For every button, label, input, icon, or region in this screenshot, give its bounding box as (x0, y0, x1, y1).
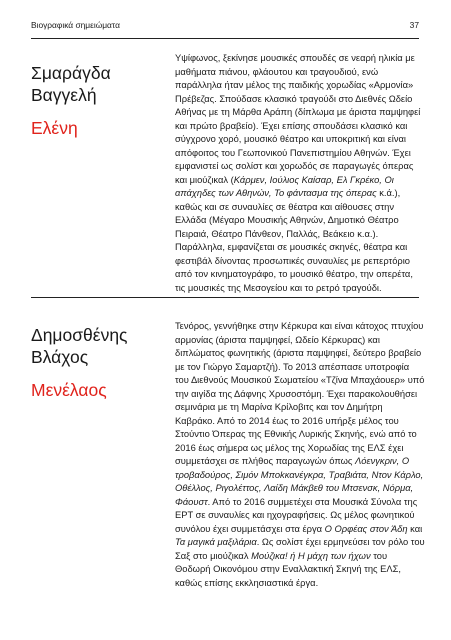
bio-text-run: κ.ά.), καθώς και σε συναυλίες σε θέατρα και αίθουσες στην Ελλάδα (Μέγαρο Μουσικής Αθηνών, Δημοτικό Θέατρο Πειραιά, Θέατρο Πάνθεον, Παλλάς, Βεάκειο κ.α.). Παράλληλα, εμφανίζεται σε μουσικές σκηνές, θέατρα και φεστιβάλ δίνοντας προσωπικές συναυλίες με ρεπερτόριο από τον κινηματογράφο, το μουσικό θέατρο, την οπερέτα, τις μουσικές της Μεσογείου και το ρετρό τραγούδι. (175, 188, 413, 293)
bio-text-run: Υψίφωνος, ξεκίνησε μουσικές σπουδές σε νεαρή ηλικία με μαθήματα πιάνου, φλάουτου και τραγουδιού, ενώ παράλληλα ήταν μέλος της παιδικής χορωδίας «Αρμονία» Πρέβεζας. Σπούδασε κλασικό τραγούδι στο Διεθνές Ωδείο Αθήνας με τη Μάρθα Αράπη (δίπλωμα με άριστα παμψηφεί και πρώτο βραβείο). Έχει επίσης σπουδάσει κλασικό και σύγχρονο χορό, μουσικό θέατρο και υποκριτική και είναι απόφοιτος του Γεωπονικού Πανεπιστημίου Αθηνών. Έχει εμφανιστεί ως σολίστ και χορωδός σε παραγωγές όπερας και μιούζικαλ ( (175, 53, 421, 185)
section-title: Βιογραφικά σημειώματα (31, 20, 120, 30)
bio-italic-run: Μούζικα! ή Η μάχη των ήχων (251, 550, 371, 561)
bio-italic-run: Τα μαγικά μαξιλάρια (175, 537, 257, 547)
bio-italic-run: Ο Ορφέας στον Άδη (324, 523, 408, 534)
bio-text-run: Τενόρος, γεννήθηκε στην Κέρκυρα και είναι κάτοχος πτυχίου αρμονίας (άριστα παμψηφεί, Ωδείο Κέρκυρας) και διπλώματος φωνητικής (άριστα παμψηφεί, δεύτερο βραβείο με τον Γιώργο Σαμαρτζή). Το 2013 απέσπασε υποτροφία του Διεθνούς Μουσικού Σωματείου «Τζίνα Μπαχάουερ» υπό την αιγίδα της Δάφνης Χρυσοστόμη. Έχει παρακολουθήσει σεμινάρια με τη Μαρίνα Κρίλοβιτς και τον Δημήτρη Καβράκο. Από το 2014 έως το 2016 υπήρξε μέλος του Στούντιο Όπερας της Εθνικής Λυρικής Σκηνής, ενώ από το 2016 έως σήμερα ως μέλος της Χορωδίας της ΕΛΣ έχει συμμετάσχει σε πλήθος παραγωγών όπως (175, 321, 425, 466)
performer-first-name: Δημοσθένης (31, 325, 128, 345)
bio-paragraph (175, 52, 425, 295)
performer-bio (175, 52, 425, 295)
performer-last-name: Βαγγελή (31, 85, 97, 105)
bio-text-run: και (407, 523, 423, 534)
page-number: 37 (409, 20, 419, 30)
performer-first-name: Σμαράγδα (31, 63, 111, 83)
header-divider (31, 38, 419, 39)
role-name: Μενέλαος (31, 380, 107, 400)
bio-italic-run: Λόενγκριν, Ο τροβαδούρος, Σιμόν Μπokκανέγκρα, Τραβιάτα, Ντον Κάρλο, Οθέλλος, Ριγολέττος, Λαίδη Μάκβεθ του Μτσενσκ, Νόρμα, Φάουστ (175, 456, 424, 507)
entry-divider (31, 297, 419, 298)
bio-text-run: . Ως σολίστ έχει ερμηνεύσει τον ρόλο του Σαξ στο μιούζικαλ (175, 537, 425, 561)
bio-text-run: . Από το 2016 συμμετέχει στα Μουσικά Σύνολα της ΕΡΤ σε συναυλίες και ηχογραφήσεις. Ως μέλος φωνητικού συνόλου έχει συμμετάσχει στα έργα (175, 496, 418, 534)
performer-name (31, 62, 111, 139)
bio-text-run: του Θοδωρή Οικονόμου στην Εναλλακτική Σκηνή της ΕΛΣ, καθώς επίσης εκκλησιαστικά έργα. (175, 550, 401, 588)
performer-last-name: Βλάχος (31, 347, 89, 367)
performer-name (31, 324, 128, 401)
role-name: Ελένη (31, 118, 78, 138)
performer-bio (175, 320, 425, 590)
running-header (31, 20, 419, 30)
bio-paragraph (175, 320, 425, 590)
bio-italic-run: Κάρμεν, Ιούλιος Καίσαρ, Ελ Γκρέκο, Οι απάχηδες των Αθηνών, Το φάντασμα της όπερας (175, 174, 394, 198)
